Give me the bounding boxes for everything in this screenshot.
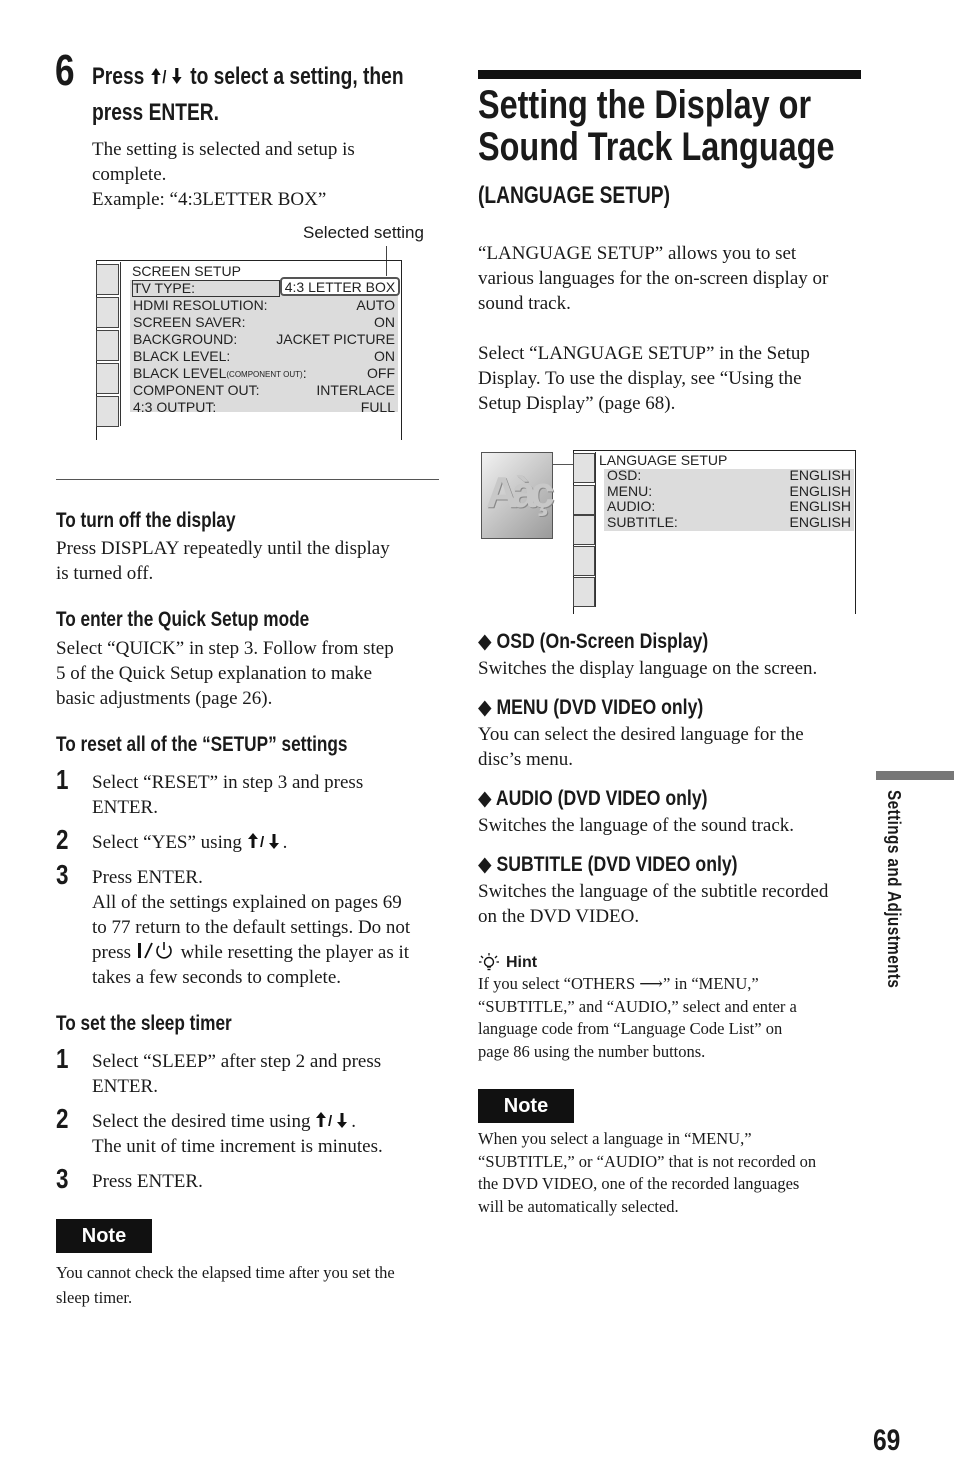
tv-type-highlight [132, 280, 280, 297]
page-title: Setting the Display or Sound Track Language [478, 83, 835, 169]
item-menu: ◆ MENU (DVD VIDEO only) You can select the desired language for the disc’s menu. [478, 696, 804, 770]
intro-paragraph-1: “LANGUAGE SETUP” allows you to set various languages for the on-screen display or sound track. [478, 243, 829, 314]
osd-row-tv-type: TV TYPE: [133, 280, 195, 296]
item-heading: ◆ MENU (DVD VIDEO only) [478, 696, 704, 719]
reset-step3: Press ENTER. All of the settings explained on pages 69 to 77 return to the default settings. Do not press while resetting the player as it takes a few seconds to complete. [92, 867, 411, 988]
step-number: 1 [56, 764, 69, 795]
reset-step2: Select “YES” using / . [92, 832, 288, 853]
step-body: The setting is selected and setup is complete. Example: “4:3LETTER BOX” [92, 139, 355, 210]
diamond-icon: ◆ [478, 853, 497, 876]
up-down-arrows-icon [247, 832, 283, 850]
language-icon-letters: Aàç [486, 468, 549, 517]
selected-setting-callout: Selected setting [303, 223, 424, 242]
step-number: 3 [56, 1163, 69, 1194]
power-icon [136, 940, 176, 962]
turn-off-heading: To turn off the display [56, 509, 236, 532]
svg-text:/: / [259, 834, 264, 850]
sleep-step1: Select “SLEEP” after step 2 and press ENTER. [92, 1051, 382, 1097]
arrow-right-icon: ⟶ [639, 974, 663, 993]
item-audio: ◆ AUDIO (DVD VIDEO only) Switches the language of the sound track. [478, 787, 795, 836]
reset-step1: Select “RESET” in step 3 and press ENTER. [92, 772, 364, 818]
item-heading: ◆ OSD (On-Screen Display) [478, 630, 709, 653]
step-heading-line2: press ENTER. [92, 99, 219, 126]
divider [56, 479, 439, 480]
sidebar-tab-bar [876, 771, 954, 780]
item-osd: ◆ OSD (On-Screen Display) Switches the display language on the screen. [478, 630, 818, 679]
sleep-step3: Press ENTER. [92, 1171, 203, 1192]
diamond-icon: ◆ [478, 696, 497, 719]
note-label: Note [478, 1089, 574, 1123]
diamond-icon: ◆ [478, 630, 497, 653]
hint-text: If you select “OTHERS ⟶” in “MENU,” “SUBTITLE,” and “AUDIO,” select and enter a language code from “Language Code List” on page 86 using the number buttons. [478, 974, 797, 1061]
language-icon [481, 452, 553, 539]
step-heading: Press / to select a setting, then [92, 63, 404, 90]
step-number: 2 [56, 824, 69, 855]
step-number: 1 [56, 1043, 69, 1074]
up-down-arrows-icon [315, 1111, 351, 1129]
lightbulb-icon [478, 952, 500, 974]
quick-heading: To enter the Quick Setup mode [56, 608, 310, 631]
turn-off-body: Press DISPLAY repeatedly until the display is turned off. [56, 538, 390, 584]
note-label: Note [56, 1219, 152, 1253]
sidebar-section-label: Settings and Adjustments [884, 790, 904, 989]
up-down-arrows-icon [150, 66, 185, 86]
note-text: When you select a language in “MENU,” “SUBTITLE,” or “AUDIO” that is not recorded on the DVD VIDEO, one of the recorded languages will be automatically selected. [478, 1129, 817, 1216]
osd-title: LANGUAGE SETUP [599, 452, 728, 468]
step-number: 2 [56, 1103, 69, 1134]
page-number: 69 [873, 1424, 901, 1457]
item-subtitle: ◆ SUBTITLE (DVD VIDEO only) Switches the language of the subtitle recorded on the DVD VIDEO. [478, 853, 829, 927]
quick-body: Select “QUICK” in step 3. Follow from step 5 of the Quick Setup explanation to make basic adjustments (page 26). [56, 638, 394, 709]
step-number: 3 [56, 859, 69, 890]
language-setup-display: LANGUAGE SETUP OSD: ENGLISH MENU: ENGLISH AUDIO: ENGLISH SUBTITLE: ENGLISH [573, 450, 857, 614]
hint-label: Hint [478, 952, 537, 974]
screen-setup-display: SCREEN SETUP TV TYPE: HDMI RESOLUTION: AUTO SCREEN SAVER: ON BACKGROUND: JACKET PICTURE BLACK LEVEL: ON BLACK LEVEL(COMPONENT OUT): OFF COMPONENT OUT: INTERLACE 4:3 OUTPUT: FULL 4:3 LETTER BOX [96, 260, 402, 440]
item-heading: ◆ SUBTITLE (DVD VIDEO only) [478, 853, 738, 876]
osd-title: SCREEN SETUP [132, 263, 241, 279]
item-heading: ◆ AUDIO (DVD VIDEO only) [478, 787, 708, 810]
svg-text:/: / [328, 1113, 333, 1129]
step-number: 6 [55, 46, 75, 95]
svg-text:/: / [162, 67, 167, 86]
sleep-heading: To set the sleep timer [56, 1012, 232, 1035]
page-subtitle: (LANGUAGE SETUP) [478, 182, 670, 209]
sleep-step2: Select the desired time using / . The unit of time increment is minutes. [92, 1111, 383, 1157]
title-rule [478, 70, 861, 79]
reset-heading: To reset all of the “SETUP” settings [56, 733, 348, 756]
diamond-icon: ◆ [478, 787, 496, 810]
note-text: You cannot check the elapsed time after you set the sleep timer. [56, 1263, 395, 1307]
intro-paragraph-2: Select “LANGUAGE SETUP” in the Setup Display. To use the display, see “Using the Setup Display” (page 68). [478, 343, 810, 414]
selected-setting-box: 4:3 LETTER BOX [280, 277, 400, 296]
